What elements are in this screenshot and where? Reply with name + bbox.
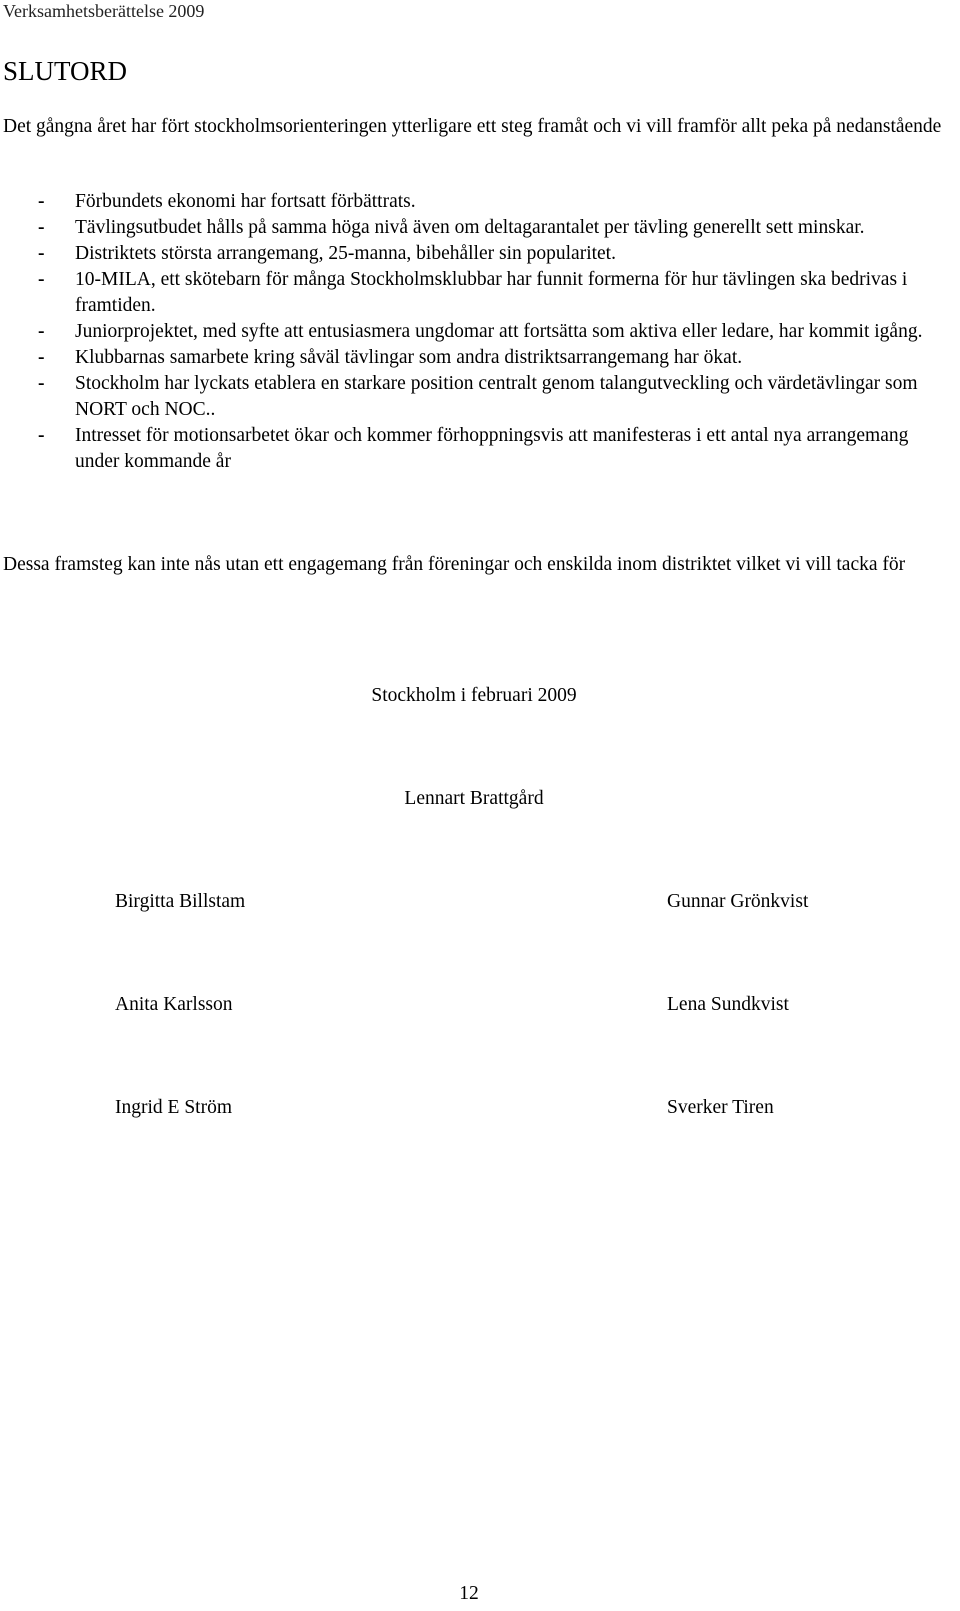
list-item-text: Stockholm har lyckats etablera en starkare position centralt genom talangutveckling och värdetävlingar som NORT och NOC.. (75, 373, 918, 420)
list-item-text: Tävlingsutbudet hålls på samma höga nivå även om deltagarantalet per tävling generellt sett minskar. (75, 217, 865, 238)
signature-name: Birgitta Billstam (115, 891, 246, 912)
bullet-dash: - (38, 321, 45, 342)
bullet-dash: - (38, 347, 45, 368)
list-item-text: Förbundets ekonomi har fortsatt förbättrats. (75, 191, 416, 212)
intro-paragraph: Det gångna året har fört stockholmsorienteringen ytterligare ett steg framåt och vi vill framför allt peka på nedanstående (3, 116, 942, 137)
list-item (0, 319, 945, 345)
closing-paragraph: Dessa framsteg kan inte nås utan ett engagemang från föreningar och enskilda inom distriktet vilket vi vill tacka för (3, 554, 906, 575)
bullet-dash: - (38, 217, 45, 238)
bullet-dash: - (38, 243, 45, 264)
achievements-list (0, 189, 960, 475)
bullet-dash: - (38, 269, 45, 290)
place-date: Stockholm i februari 2009 (371, 685, 577, 706)
page-number: 12 (459, 1583, 479, 1604)
list-item (0, 423, 945, 475)
list-item (0, 267, 945, 319)
signature-name: Lena Sundkvist (667, 994, 789, 1015)
bullet-dash: - (38, 373, 45, 394)
list-item-text: Klubbarnas samarbete kring såväl tävlingar som andra distriktsarrangemang har ökat. (75, 347, 743, 368)
signature-chair: Lennart Brattgård (404, 788, 544, 809)
list-item (0, 189, 945, 215)
signature-name: Sverker Tiren (667, 1097, 774, 1118)
list-item-text: Distriktets största arrangemang, 25-manna, bibehåller sin popularitet. (75, 243, 616, 264)
section-title: SLUTORD (3, 56, 128, 86)
list-item-text: 10-MILA, ett skötebarn för många Stockholmsklubbar har funnit formerna för hur tävlingen ska bedrivas i framtiden. (75, 269, 908, 316)
running-header: Verksamhetsberättelse 2009 (3, 1, 205, 21)
bullet-dash: - (38, 425, 45, 446)
list-item-text: Juniorprojektet, med syfte att entusiasmera ungdomar att fortsätta som aktiva eller ledare, har kommit igång. (75, 321, 923, 342)
list-item (0, 241, 945, 267)
list-item (0, 215, 945, 241)
signature-name: Ingrid E Ström (115, 1097, 232, 1118)
bullet-dash: - (38, 191, 45, 212)
signature-name: Anita Karlsson (115, 994, 233, 1015)
signature-name: Gunnar Grönkvist (667, 891, 809, 912)
list-item-text: Intresset för motionsarbetet ökar och kommer förhoppningsvis att manifesteras i ett antal nya arrangemang under kommande år (75, 425, 909, 472)
list-item (0, 345, 945, 371)
list-item (0, 371, 945, 423)
